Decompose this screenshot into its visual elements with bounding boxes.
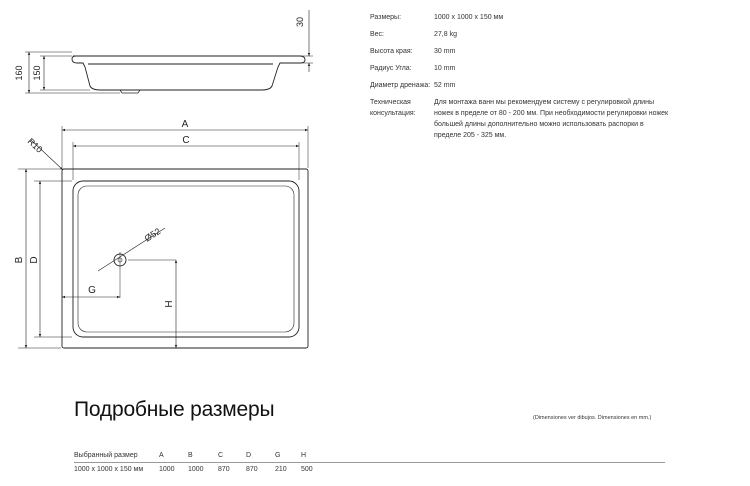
- table-cell: 1000: [188, 466, 204, 473]
- table-cell: 1000 x 1000 x 150 мм: [74, 466, 144, 473]
- table-header-row: [74, 449, 665, 463]
- spec-row-weight: [370, 29, 670, 40]
- spec-value: Для монтажа ванн мы рекомендуем систему с регулировкой длины ножек в пределе от 80 - 200 мм. При необходимости регулировки ножек большей длины дополнительно можно использовать распорки в пределе 205 - 325 мм.: [434, 99, 669, 139]
- side-height-total: 160: [14, 65, 24, 81]
- table-cell: 1000: [159, 466, 175, 473]
- table-cell: 500: [301, 466, 313, 473]
- dim-h-label: H: [164, 300, 175, 308]
- spec-label: Техническая консультация:: [370, 99, 416, 117]
- radius-label: R10: [25, 136, 45, 155]
- spec-row-edge-height: [370, 46, 670, 57]
- table-header-cell: B: [188, 452, 193, 459]
- dim-a-label: A: [181, 119, 189, 130]
- table-cell: 870: [246, 466, 258, 473]
- drain-diameter-label: Ø52: [142, 226, 163, 244]
- specs-list: [370, 12, 670, 147]
- dim-g-label: G: [88, 285, 96, 296]
- spec-row-technical-advice: [370, 97, 670, 141]
- spec-value: 27,8 kg: [434, 31, 457, 38]
- table-row: [74, 463, 665, 476]
- dimensions-table: [74, 449, 665, 476]
- side-edge-height: 30: [295, 16, 305, 28]
- table-header-cell: D: [246, 452, 252, 459]
- spec-value: 52 mm: [434, 82, 456, 89]
- dimensions-note: (Dimensiones ver dibujos. Dimensiones en mm.): [533, 415, 652, 421]
- spec-value: 1000 x 1000 x 150 мм: [434, 14, 504, 21]
- spec-label: Диаметр дренажа:: [370, 82, 431, 89]
- spec-label: Радиус Угла:: [370, 65, 412, 72]
- table-cell: 210: [275, 466, 287, 473]
- table-header-cell: H: [301, 452, 307, 459]
- table-header-cell: A: [159, 452, 164, 459]
- table-header-cell: C: [218, 452, 224, 459]
- spec-label: Высота края:: [370, 48, 413, 55]
- spec-row-drain-diameter: [370, 80, 670, 91]
- side-view: [25, 10, 313, 93]
- spec-value: 30 mm: [434, 48, 456, 55]
- spec-value: 10 mm: [434, 65, 456, 72]
- top-view: [18, 126, 308, 348]
- dim-c-label: C: [182, 135, 190, 146]
- spec-label: Вес:: [370, 31, 385, 38]
- table-header-cell: Выбранный размер: [74, 452, 138, 459]
- dim-d-label: D: [29, 256, 40, 264]
- section-title: Подробные размеры: [74, 398, 275, 421]
- spec-row-corner-radius: [370, 63, 670, 74]
- spec-label: Размеры:: [370, 14, 402, 21]
- table-header-cell: G: [275, 452, 281, 459]
- side-height-inner: 150: [32, 65, 42, 81]
- table-cell: 870: [218, 466, 230, 473]
- spec-row-size: [370, 12, 670, 23]
- dim-b-label: B: [14, 256, 25, 264]
